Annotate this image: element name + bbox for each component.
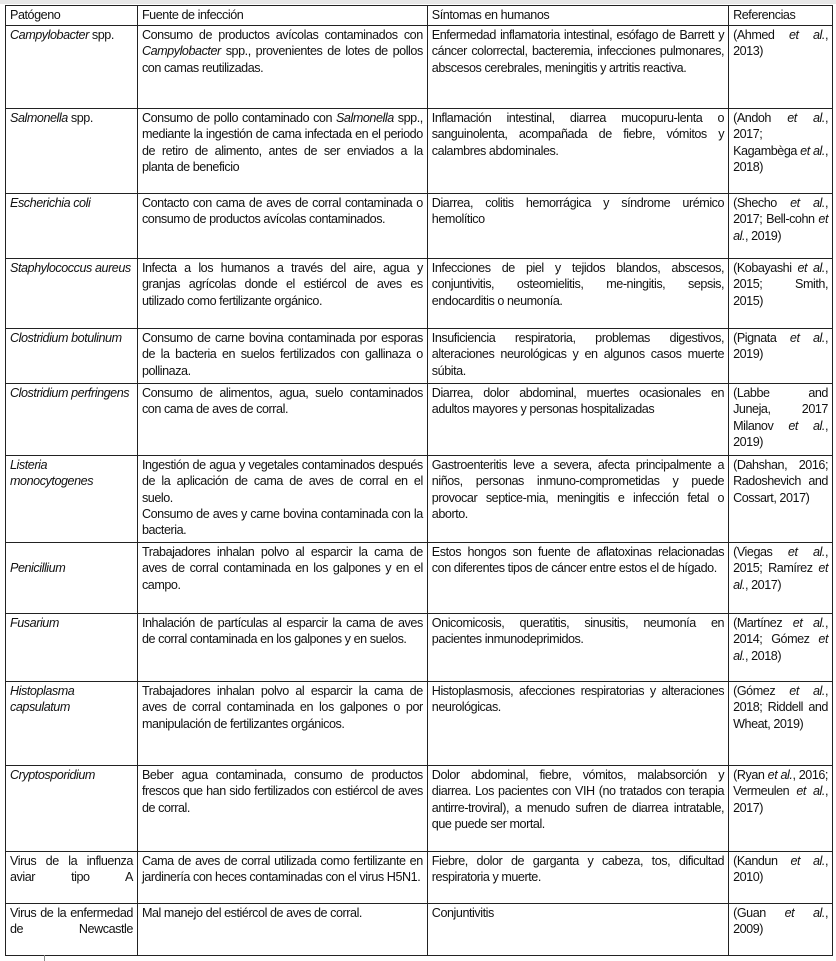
text: Trabajadores inhalan polvo al esparcir la cama de aves de corral contaminada en los galpones o por manipulación de fertilizantes orgánicos. — [141, 684, 423, 731]
paragraph — [733, 853, 828, 886]
references-cell — [729, 456, 833, 543]
table-row — [6, 109, 833, 194]
text: Consumo de pollo contaminado con — [141, 111, 336, 125]
references-cell — [729, 766, 833, 852]
text: (Ahmed — [733, 28, 789, 42]
paragraph — [432, 27, 724, 76]
paragraph — [10, 195, 133, 211]
text: (Gómez — [733, 684, 790, 698]
italic-text: Escherichia coli — [10, 196, 91, 210]
text: (Martínez — [733, 616, 793, 630]
text: (Dahshan, 2016; Radoshevich and Cossart, 2017) — [733, 458, 828, 505]
source-cell — [137, 852, 427, 904]
source-cell — [137, 456, 427, 543]
text: Conjuntivitis — [431, 906, 494, 920]
paragraph — [142, 683, 423, 732]
table-row — [6, 194, 833, 259]
text: Infecta a los humanos a través del aire, agua y granjas agrícolas donde el estiércol de aves es utilizado como fertilizante orgánico. — [141, 261, 423, 308]
paragraph — [432, 544, 724, 577]
references-cell — [729, 329, 833, 384]
text: , 2009) — [733, 906, 828, 937]
text: (Andoh — [733, 111, 788, 125]
text: Mal manejo del estiércol de aves de corral. — [141, 906, 362, 920]
pathogen-table — [5, 5, 833, 956]
symptoms-cell — [427, 329, 728, 384]
text: Inflamación intestinal, diarrea mucopuru-lenta o sanguinolenta, acompañada de fiebre, vómitos y calambres abdominales. — [431, 111, 725, 158]
references-cell — [729, 852, 833, 904]
source-cell — [137, 766, 427, 852]
header-references: Referencias — [729, 6, 833, 26]
paragraph — [10, 853, 133, 886]
text: spp., mediante la ingestión de cama infectada en el periodo de retiro de alimento, antes de ser enviados a la planta de beneficio — [141, 111, 423, 174]
italic-text: Penicillium — [10, 561, 66, 575]
paragraph — [432, 330, 724, 379]
text: (Labbe and Juneja, 2017 Milanov — [733, 386, 828, 433]
header-pathogen: Patógeno — [6, 6, 138, 26]
pathogen-cell — [6, 26, 138, 109]
paragraph — [733, 27, 828, 60]
text: Consumo de productos avícolas contaminados con — [141, 28, 423, 42]
text: Consumo de carne bovina contaminada por esporas de la bacteria en suelos fertilizados con gallinaza o pollinaza. — [141, 331, 423, 378]
pathogen-cell — [6, 904, 138, 956]
source-cell — [137, 904, 427, 956]
paragraph — [733, 330, 828, 363]
table-row — [6, 329, 833, 384]
paragraph — [10, 905, 133, 938]
paragraph — [142, 260, 423, 309]
references-cell — [729, 259, 833, 329]
text: Consumo de aves y carne bovina contaminada con la bacteria. — [141, 506, 423, 538]
source-cell — [137, 682, 427, 766]
table-row — [6, 852, 833, 904]
italic-text: Clostridium perfringens — [10, 386, 130, 400]
text: Gastroenteritis leve a severa, afecta principalmente a niños, personas inmuno-comprometidas y puede provocar septice-mia, meningitis e infección fetal o aborto. — [431, 458, 725, 521]
source-cell — [137, 109, 427, 194]
pathogen-cell — [6, 543, 138, 614]
paragraph — [733, 457, 828, 506]
text: spp. — [88, 28, 114, 42]
references-cell — [729, 543, 833, 614]
text: Inhalación de partículas al esparcir la cama de aves de corral contaminada en los galpones y en suelos. — [141, 616, 423, 647]
italic-text: Histoplasma capsulatum — [10, 684, 75, 715]
text: , 2017) — [745, 577, 782, 592]
references-cell — [729, 26, 833, 109]
text: Enfermedad inflamatoria intestinal, esófago de Barrett y cáncer colorrectal, bacteremia, infecciones pulmonares, abscesos cerebrales, meningitis y artritis reactiva. — [431, 28, 725, 75]
text: , 2015; Ramírez — [733, 545, 828, 576]
text: Histoplasmosis, afecciones respiratorias y alteraciones neurológicas. — [431, 684, 725, 715]
italic-text: et al. — [790, 854, 825, 868]
text: (Ryan — [733, 768, 768, 782]
source-cell — [137, 543, 427, 614]
header-source: Fuente de infección — [137, 6, 427, 26]
paragraph — [142, 544, 423, 593]
text: spp. — [67, 111, 93, 125]
italic-text: et al. — [733, 561, 828, 592]
italic-text: et al. — [797, 261, 825, 275]
paragraph — [142, 905, 423, 921]
italic-text: Clostridium botulinum — [10, 331, 122, 345]
pathogen-cell — [6, 614, 138, 682]
paragraph — [10, 27, 133, 43]
symptoms-cell — [427, 766, 728, 852]
italic-text: et al. — [733, 212, 828, 243]
paragraph — [10, 385, 133, 401]
text: , 2017; Kagambèga — [733, 111, 828, 158]
italic-text: et al. — [787, 545, 825, 559]
text: (Viegas — [733, 545, 788, 559]
paragraph — [733, 195, 828, 244]
italic-text: et al. — [792, 616, 825, 630]
text: Virus de la enfermedad de Newcastle — [10, 906, 133, 937]
paragraph — [733, 683, 828, 732]
symptoms-cell — [427, 26, 728, 109]
italic-text: et al. — [784, 906, 825, 920]
table-row — [6, 384, 833, 456]
text: (Shecho — [733, 196, 791, 210]
italic-text: et al. — [796, 784, 825, 799]
text: , 2018) — [733, 143, 829, 174]
paragraph — [432, 683, 724, 716]
italic-text: Salmonella — [335, 111, 394, 125]
paragraph — [142, 27, 423, 76]
table-row — [6, 766, 833, 852]
paragraph — [432, 853, 724, 886]
text: Beber agua contaminada, consumo de productos frescos que han sido fertilizados con estiércol de aves de corral. — [141, 768, 423, 815]
italic-text: et al. — [733, 632, 828, 663]
text: Cama de aves de corral utilizada como fertilizante en jardinería con heces contaminadas con el virus H5N1. — [141, 854, 423, 885]
paragraph — [142, 506, 423, 539]
text: , 2019) — [733, 331, 829, 362]
paragraph — [733, 385, 828, 450]
references-cell — [729, 194, 833, 259]
header-symptoms: Síntomas en humanos — [427, 6, 728, 26]
table-row — [6, 614, 833, 682]
italic-text: Staphylococcus aureus — [10, 261, 131, 275]
references-cell — [729, 384, 833, 456]
text: Onicomicosis, queratitis, sinusitis, neumonía en pacientes inmunodeprimidos. — [431, 616, 725, 647]
pathogen-cell — [6, 194, 138, 259]
paragraph — [733, 260, 828, 309]
source-cell — [137, 26, 427, 109]
symptoms-cell — [427, 852, 728, 904]
table-row — [6, 26, 833, 109]
pathogen-cell — [6, 109, 138, 194]
text: , 2019) — [733, 418, 829, 449]
paragraph — [432, 905, 724, 921]
text: Diarrea, colitis hemorrágica y síndrome urémico hemolítico — [431, 196, 725, 227]
paragraph — [142, 767, 423, 816]
symptoms-cell — [427, 904, 728, 956]
references-cell — [729, 904, 833, 956]
paragraph — [432, 110, 724, 159]
paragraph — [142, 110, 423, 175]
text: Diarrea, dolor abdominal, muertes ocasionales en adultos mayores y personas hospitalizadas — [431, 386, 725, 417]
text: Virus de la influenza aviar tipo A — [10, 854, 133, 885]
paragraph — [432, 457, 724, 522]
italic-text: et al. — [789, 684, 825, 698]
table-row — [6, 456, 833, 543]
text: , 2014; Gómez — [733, 616, 828, 647]
italic-text: Salmonella — [10, 111, 68, 125]
paragraph — [432, 195, 724, 228]
text: Dolor abdominal, fiebre, vómitos, malabsorción y diarrea. Los pacientes con VIH (no tratados con terapia antirre-troviral), a menudo sufren de diarrea intratable, que puede ser mortal. — [431, 768, 725, 831]
italic-text: et al. — [790, 196, 825, 210]
text: (Guan — [733, 906, 785, 920]
text: , 2017; Bell-cohn — [733, 196, 828, 227]
text: Trabajadores inhalan polvo al esparcir la cama de aves de corral contaminada en los galpones y en el campo. — [141, 545, 423, 592]
paragraph — [10, 260, 133, 276]
top-edge — [0, 0, 836, 4]
italic-text: et al. — [788, 418, 825, 433]
table-row — [6, 682, 833, 766]
references-cell — [729, 109, 833, 194]
pathogen-cell — [6, 852, 138, 904]
text: Insuficiencia respiratoria, problemas digestivos, alteraciones neurológicas y en algunos casos muerte súbita. — [431, 331, 725, 378]
source-cell — [137, 259, 427, 329]
text: Consumo de alimentos, agua, suelo contaminados con cama de aves de corral. — [141, 386, 423, 417]
italic-text: et al. — [787, 111, 825, 125]
italic-text: Campylobacter — [141, 44, 221, 59]
text: , 2018) — [745, 648, 782, 663]
paragraph — [432, 615, 724, 648]
italic-text: et al. — [800, 143, 825, 158]
paragraph — [142, 195, 423, 228]
paragraph — [432, 767, 724, 832]
source-cell — [137, 384, 427, 456]
paragraph — [733, 615, 828, 664]
text: , 2018; Riddell and Wheat, 2019) — [733, 684, 829, 731]
symptoms-cell — [427, 259, 728, 329]
text: Contacto con cama de aves de corral contaminada o consumo de productos avícolas contaminados. — [141, 196, 423, 227]
header-row — [6, 6, 833, 26]
pathogen-cell — [6, 259, 138, 329]
symptoms-cell — [427, 456, 728, 543]
text: , 2016; Vermeulen — [733, 768, 828, 799]
symptoms-cell — [427, 614, 728, 682]
paragraph — [142, 853, 423, 886]
paragraph — [432, 385, 724, 418]
text: , 2013) — [733, 28, 829, 59]
text: , 2015; Smith, 2015) — [733, 261, 828, 308]
paragraph — [10, 457, 133, 490]
text: (Kandun — [733, 854, 791, 868]
text: , 2017) — [733, 784, 828, 815]
paragraph — [142, 457, 423, 506]
references-cell — [729, 614, 833, 682]
symptoms-cell — [427, 384, 728, 456]
paragraph — [142, 615, 423, 648]
paragraph — [733, 905, 828, 938]
references-cell — [729, 682, 833, 766]
text: , 2010) — [733, 854, 829, 885]
symptoms-cell — [427, 109, 728, 194]
text: (Pignata — [733, 331, 790, 345]
pathogen-cell — [6, 766, 138, 852]
text: Infecciones de piel y tejidos blandos, abscesos, conjuntivitis, osteomielitis, me-ningitis, sepsis, endocarditis o neumonía. — [431, 261, 725, 308]
source-cell — [137, 614, 427, 682]
paragraph — [10, 683, 133, 716]
symptoms-cell — [427, 543, 728, 614]
paragraph — [10, 767, 133, 783]
paragraph — [432, 260, 724, 309]
text: spp., provenientes de lotes de pollos con camas reutilizadas. — [141, 44, 423, 75]
paragraph — [142, 385, 423, 418]
paragraph — [142, 330, 423, 379]
text: Fiebre, dolor de garganta y cabeza, tos, dificultad respiratoria y muerte. — [431, 854, 725, 885]
table-row — [6, 259, 833, 329]
text: (Kobayashi — [733, 261, 798, 275]
paragraph — [10, 330, 133, 346]
text: Ingestión de agua y vegetales contaminados después de la aplicación de cama de aves de corral en el suelo. — [141, 458, 423, 505]
italic-text: Listeria monocytogenes — [10, 458, 94, 489]
pathogen-cell — [6, 456, 138, 543]
italic-text: et al. — [767, 768, 793, 782]
paragraph — [733, 544, 828, 593]
italic-text: et al. — [788, 28, 825, 42]
italic-text: Cryptosporidium — [10, 768, 95, 782]
margin-mark — [44, 955, 45, 961]
paragraph — [733, 110, 828, 175]
italic-text: et al. — [789, 331, 825, 345]
paragraph — [10, 615, 133, 631]
italic-text: Fusarium — [10, 616, 59, 630]
symptoms-cell — [427, 682, 728, 766]
symptoms-cell — [427, 194, 728, 259]
italic-text: Campylobacter — [10, 28, 89, 42]
paragraph — [733, 767, 828, 816]
text: Estos hongos son fuente de aflatoxinas relacionadas con diferentes tipos de cáncer entre estos el de hígado. — [431, 545, 725, 576]
text: , 2019) — [745, 228, 782, 243]
pathogen-cell — [6, 682, 138, 766]
source-cell — [137, 329, 427, 384]
pathogen-cell — [6, 384, 138, 456]
source-cell — [137, 194, 427, 259]
paragraph — [10, 110, 133, 126]
table-row — [6, 904, 833, 956]
table-row — [6, 543, 833, 614]
pathogen-cell — [6, 329, 138, 384]
paragraph — [10, 560, 133, 576]
